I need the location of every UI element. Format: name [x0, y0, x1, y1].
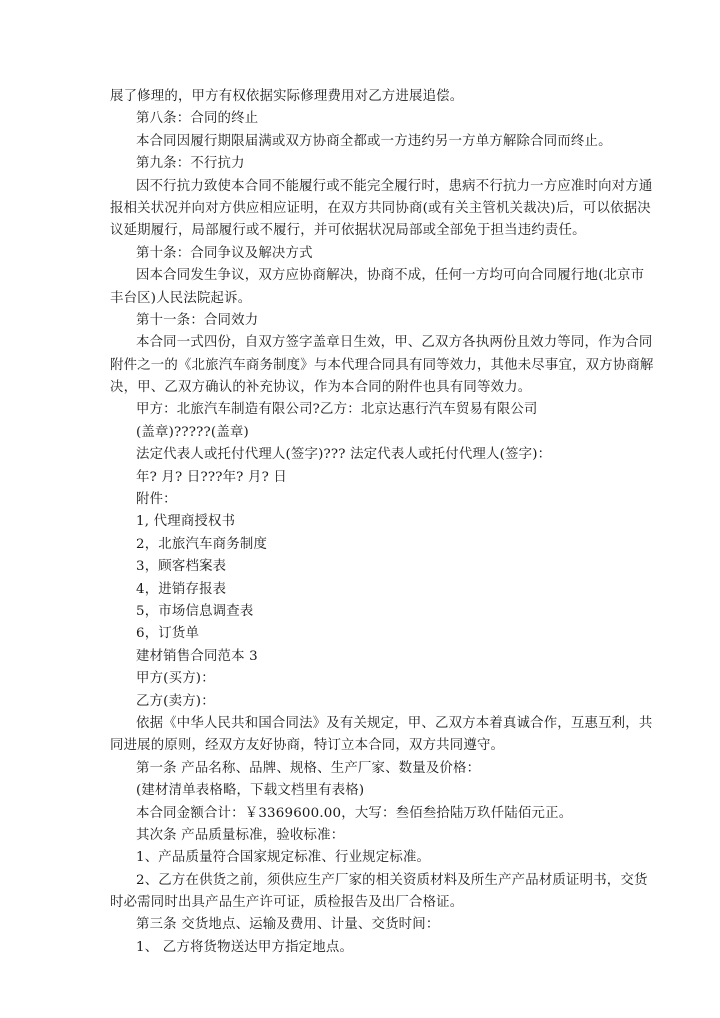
- text-line: 本合同一式四份，自双方签字盖章日生效，甲、乙双方各执两份且效力等同，作为合同: [136, 335, 653, 351]
- text-line: 年? 月? 日???年? 月? 日: [136, 469, 288, 485]
- text-line: 决，甲、乙双方确认的补充协议，作为本合同的附件也具有同等效力。: [110, 380, 532, 396]
- document-body: [110, 86, 654, 959]
- text-line: 4，进销存报表: [136, 581, 227, 597]
- text-line: 2，北旅汽车商务制度: [136, 536, 268, 552]
- text-line: (盖章)?????(盖章): [136, 424, 249, 440]
- text-line: 1、 乙方将货物送达甲方指定地点。: [136, 939, 354, 955]
- text-line: 因本合同发生争议，双方应协商解决，协商不成，任何一方均可向合同履行地(北京市: [136, 268, 645, 284]
- text-line: 5，市场信息调查表: [136, 603, 254, 619]
- text-line: 甲方：北旅汽车制造有限公司?乙方：北京达惠行汽车贸易有限公司: [136, 402, 538, 418]
- text-line: 其次条 产品质量标准，验收标准：: [136, 827, 345, 843]
- text-line: 第一条 产品名称、品牌、规格、生产厂家、数量及价格：: [136, 760, 481, 776]
- text-line: 因不行抗力致使本合同不能履行或不能完全履行时，患病不行抗力一方应准时向对方通: [136, 178, 653, 194]
- text-line: 依据《中华人民共和国合同法》及有关规定，甲、乙双方本着真诚合作，互惠互利，共: [136, 715, 653, 731]
- text-line: 乙方(卖方)：: [136, 693, 215, 709]
- text-line: 第十一条：合同效力: [136, 312, 259, 328]
- text-line: 丰台区)人民法院起诉。: [110, 290, 252, 306]
- text-line: 时必需同时出具产品生产许可证，质检报告及出厂合格证。: [110, 895, 464, 911]
- text-line: 甲方(买方)：: [136, 671, 215, 687]
- text-line: 展了修理的，甲方有权依据实际修理费用对乙方进展追偿。: [110, 89, 464, 104]
- text-line: 附件之一的《北旅汽车商务制度》与本代理合同具有同等效力，其他未尽事宜，双方协商解: [110, 357, 654, 373]
- text-line: 1, 代理商授权书: [136, 514, 236, 530]
- text-line: 1、产品质量符合国家规定标准、行业规定标准。: [136, 850, 431, 866]
- text-line: 法定代表人或托付代理人(签字)??? 法定代表人或托付代理人(签字)：: [136, 447, 552, 463]
- text-line: (建材清单表格略，下载文档里有表格): [136, 783, 365, 799]
- text-line: 第八条：合同的终止: [136, 111, 259, 127]
- text-line: 同进展的原则，经双方友好协商，特订立本合同，双方共同遵守。: [110, 738, 505, 754]
- text-line: 附件：: [136, 492, 177, 508]
- text-line: 第十条：合同争议及解决方式: [136, 245, 313, 261]
- text-line: 建材销售合同范本 3: [136, 648, 258, 664]
- text-line: 3，顾客档案表: [136, 559, 227, 575]
- text-line: 2、乙方在供货之前，须供应生产厂家的相关资质材料及所生产产品材质证明书，交货: [136, 872, 648, 888]
- text-line: 议延期履行，局部履行或不履行，并可依据状况局部或全部免于担当违约责任。: [110, 223, 586, 239]
- text-line: 本合同金额合计：￥3369600.00，大写：叁佰叁拾陆万玖仟陆佰元正。: [136, 805, 573, 821]
- text-line: 本合同因履行期限届满或双方协商全都或一方违约另一方单方解除合同而终止。: [136, 133, 612, 149]
- text-line: 第三条 交货地点、运输及费用、计量、交货时间：: [136, 917, 440, 933]
- text-line: 报相关状况并向对方供应相应证明，在双方共同协商(或有关主管机关裁决)后，可以依据决: [110, 200, 651, 216]
- text-line: 6，订货单: [136, 626, 200, 642]
- text-line: 第九条：不行抗力: [136, 156, 245, 172]
